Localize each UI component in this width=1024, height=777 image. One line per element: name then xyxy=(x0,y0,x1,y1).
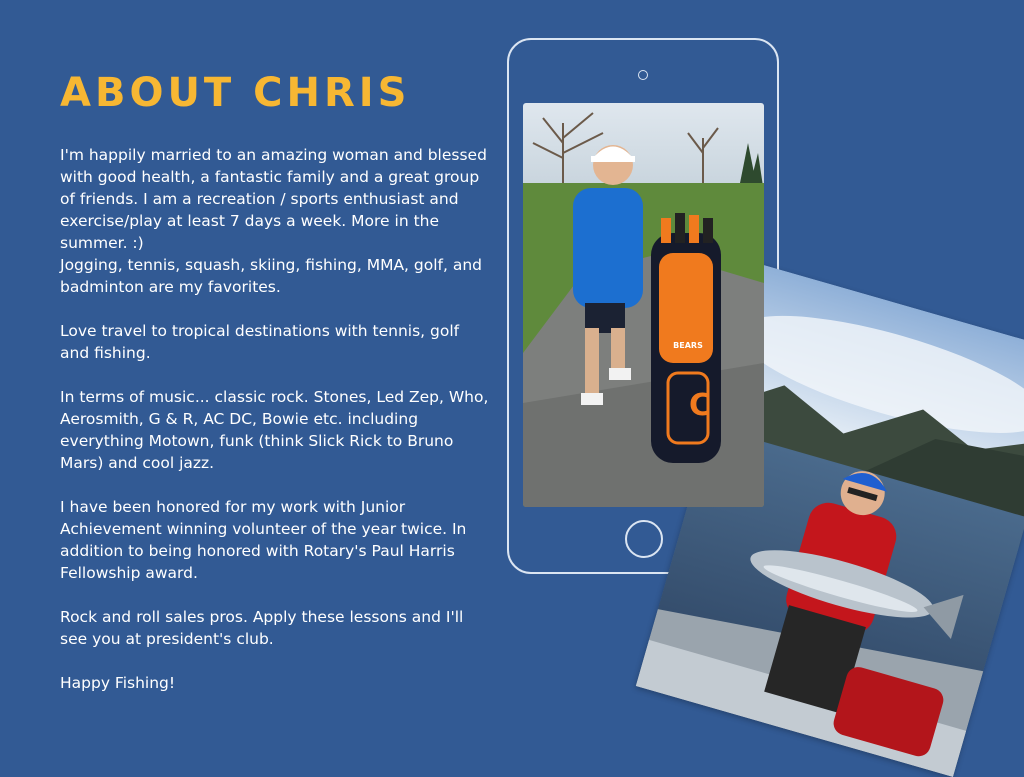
golf-bag-logo: C xyxy=(688,388,712,423)
bio-text xyxy=(60,144,490,716)
bio-paragraph-family: I'm happily married to an amazing woman and blessed with good health, a fantastic family and a great group of friends. I am a recreation / sports enthusiast and exercise/play at least 7 days a week. More in the summer. :) xyxy=(60,146,487,252)
page-title: ABOUT CHRIS xyxy=(60,70,411,116)
bio-paragraph-sports: Jogging, tennis, squash, skiing, fishing, MMA, golf, and badminton are my favorites. xyxy=(60,256,483,296)
golf-photo-image xyxy=(523,103,764,507)
phone-camera-icon xyxy=(638,70,648,80)
bio-paragraph-travel: Love travel to tropical destinations with tennis, golf and fishing. xyxy=(60,322,460,362)
bio-paragraph-honors: I have been honored for my work with Junior Achievement winning volunteer of the year twice. In addition to being honored with Rotary's Paul Harris Fellowship award. xyxy=(60,498,467,582)
golf-photo xyxy=(523,103,764,507)
bio-paragraph-sales: Rock and roll sales pros. Apply these lessons and I'll see you at president's club. xyxy=(60,608,464,648)
bio-paragraph-music: In terms of music... classic rock. Stones, Led Zep, Who, Aerosmith, G & R, AC DC, Bowie etc. including everything Motown, funk (think Slick Rick to Bruno Mars) and cool jazz. xyxy=(60,388,489,472)
phone-home-button-icon xyxy=(625,520,663,558)
bio-paragraph-signoff: Happy Fishing! xyxy=(60,674,176,692)
golf-bag-text: BEARS xyxy=(673,341,703,350)
